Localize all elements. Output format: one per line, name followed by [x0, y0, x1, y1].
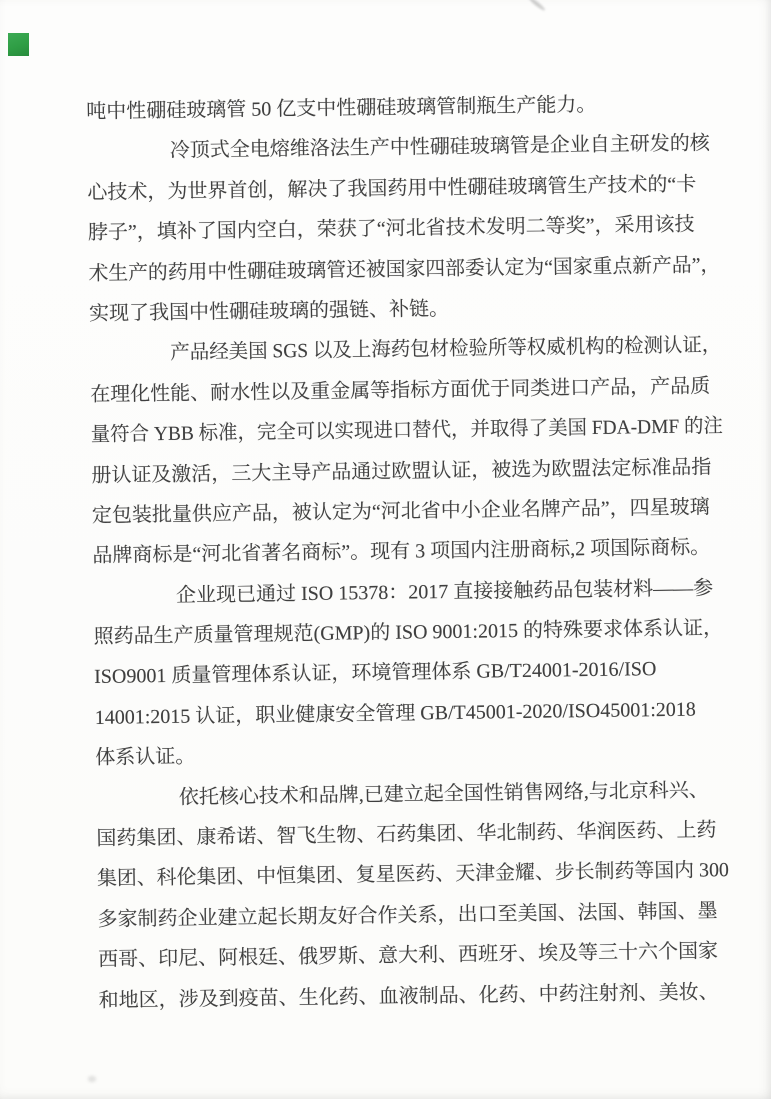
text-line: 在理化性能、耐水性以及重金属等指标方面优于同类进口产品，产品质 [90, 375, 711, 406]
text-line: 和地区，涉及到疫苗、生化药、血液制品、化药、中药注射剂、美妆、 [98, 980, 719, 1012]
document-text [86, 83, 731, 1021]
scan-smudge-artifact [528, 0, 546, 12]
text-line: 体系认证。 [95, 745, 196, 770]
text-line: 照药品生产质量管理规范(GMP)的 ISO 9001:2015 的特殊要求体系认证， [93, 617, 724, 649]
text-line: 册认证及激活，三大主导产品通过欧盟认证，被选为欧盟法定标准品指 [91, 455, 712, 487]
scan-speck-artifact [88, 1076, 96, 1082]
text-line: 心技术，为世界首创，解决了我国药用中性硼硅玻璃管生产技术的“卡 [87, 173, 697, 204]
text-line: 依托核心技术和品牌,已建立起全国性销售网络,与北京科兴、 [178, 779, 709, 809]
text-line: 定包装批量供应产品，被认定为“河北省中小企业名牌产品”，四星玻璃 [91, 496, 710, 527]
text-line: 集团、科伦集团、中恒集团、复星医药、天津金耀、步长制药等国内 300 [96, 859, 730, 891]
text-line: 量符合 YBB 标准，完全可以实现进口替代，并取得了美国 FDA-DMF 的注 [90, 415, 724, 447]
text-line: 冷顶式全电熔维洛法生产中性硼硅玻璃管是企业自主研发的核 [169, 132, 710, 163]
text-line: 术生产的药用中性硼硅玻璃管还被国家四部委认定为“国家重点新产品”， [88, 253, 721, 285]
text-line: 西哥、印尼、阿根廷、俄罗斯、意大利、西班牙、埃及等三十六个国家 [97, 940, 719, 972]
green-corner-mark [8, 33, 29, 56]
text-line: 实现了我国中性硼硅玻璃的强链、补链。 [88, 297, 450, 325]
text-line: 吨中性硼硅玻璃管 50 亿支中性硼硅玻璃管制瓶生产能力。 [86, 93, 597, 123]
text-line: 品牌商标是“河北省著名商标”。现有 3 项国内注册商标,2 项国际商标。 [92, 536, 711, 568]
text-line: 脖子”，填补了国内空白，荣获了“河北省技术发明二等奖”，采用该技 [87, 213, 695, 245]
text-line: 14001:2015 认证，职业健康安全管理 GB/T45001-2020/ISO45001:2018 [94, 698, 696, 729]
text-line: 国药集团、康希诺、智飞生物、石药集团、华北制药、华润医药、上药 [96, 819, 717, 850]
text-line: 产品经美国 SGS 以及上海药包材检验所等权威机构的检测认证， [170, 334, 722, 365]
text-line: 企业现已通过 ISO 15378：2017 直接接触药品包装材料——参 [175, 576, 714, 607]
text-line: 多家制药企业建立起长期友好合作关系，出口至美国、法国、韩国、墨 [97, 900, 718, 931]
text-line: ISO9001 质量管理体系认证，环境管理体系 GB/T24001-2016/ISO [94, 658, 657, 689]
